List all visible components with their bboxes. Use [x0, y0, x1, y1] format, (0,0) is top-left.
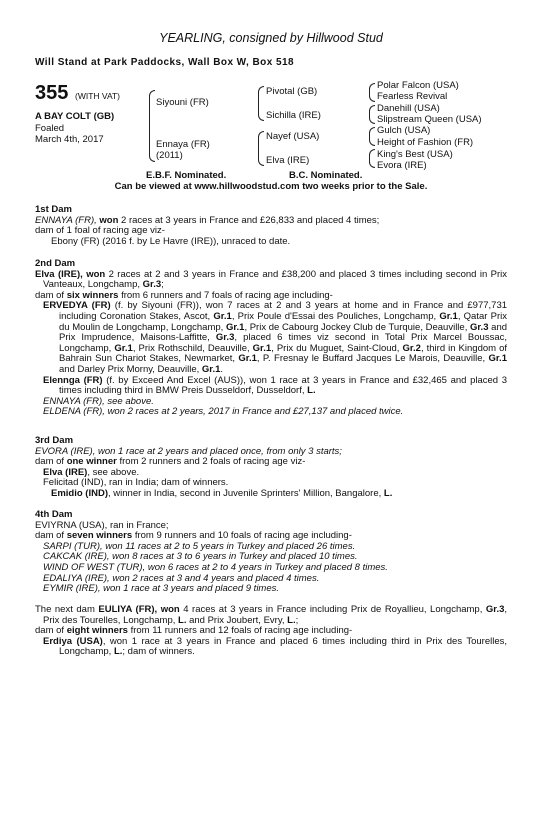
- produce-entry: Ebony (FR) (2016 f. by Le Havre (IRE)), unraced to date.: [51, 235, 291, 247]
- race-record: , placed 6 times viz second in Total Prix Marcel Boussac, Longchamp,: [59, 332, 508, 354]
- produce-name: Elva (IRE): [43, 466, 88, 478]
- pedigree-dam-dam: Elva (IRE): [266, 155, 310, 166]
- winners-count: seven winners: [66, 530, 133, 542]
- pedigree-ssd: Fearless Revival: [377, 91, 448, 102]
- race-record: (f. by Exceed And Excel (AUS)), won 1 race at 3 years in France and £32,465 and placed 3 times including third in BMW Preis Dusseldorf, Dusseldorf,: [59, 374, 507, 397]
- punct: ,: [154, 604, 158, 615]
- pedigree-sss: Polar Falcon (USA): [377, 80, 459, 91]
- pedigree-dss: Gulch (USA): [377, 125, 431, 136]
- produce-name: Emidio (IND): [51, 487, 108, 499]
- punct: .: [220, 363, 224, 375]
- dam-name: ENNAYA (FR),: [35, 214, 97, 226]
- next-dam-label: The next dam: [35, 604, 95, 615]
- produce-entry: EYMIR (IRE), won 1 race at 3 years and placed 9 times.: [43, 583, 280, 595]
- race-record: and Prix Imprudence, Maisons-Laffitte,: [59, 321, 508, 344]
- grade-label: Gr.1: [439, 310, 458, 322]
- grade-label: Gr.3: [470, 321, 489, 333]
- produce-name: ERVEDYA (FR): [43, 300, 111, 312]
- dam-of: dam of: [35, 456, 65, 468]
- pedigree-brace: [369, 127, 375, 146]
- produce-summary: from 11 runners and 12 foals of racing age including-: [130, 625, 353, 637]
- won-label: won: [99, 214, 119, 226]
- dam-of: dam of: [35, 530, 65, 542]
- grade-label: Gr.1: [252, 342, 272, 354]
- pedigree-sire-sire: Pivotal (GB): [266, 86, 318, 97]
- dam-name: EULIYA (FR): [98, 604, 155, 615]
- winners-count: eight winners: [66, 625, 128, 637]
- grade-label: L.: [383, 487, 393, 499]
- grade-label: Gr.3: [485, 604, 505, 615]
- grade-label: Gr.1: [238, 353, 257, 365]
- race-record: , third in Kingdom of Bahrain Sun Chariot Stakes, Newmarket,: [59, 342, 508, 365]
- grade-label: L.: [113, 646, 123, 658]
- lot-number: 355: [35, 82, 69, 104]
- produce-entry: WIND OF WEST (TUR), won 6 races at 2 to 4 years in Turkey and placed 8 times.: [43, 561, 388, 573]
- produce-name: Erdiya (USA): [43, 635, 103, 647]
- bc-nomination: B.C. Nominated.: [289, 170, 363, 181]
- race-record: , P. Fresnay le Buffard Jacques Le Marois, Deauville,: [256, 353, 486, 365]
- section-heading: 3rd Dam: [35, 435, 74, 446]
- winners-count: six winners: [66, 289, 119, 301]
- race-record: , Prix Poule d'Essai des Pouliches, Longchamp,: [231, 310, 437, 322]
- dam-name: Elva (IRE),: [35, 268, 83, 280]
- foaled-date: March 4th, 2017: [35, 134, 104, 145]
- grade-label: Gr.1: [488, 353, 507, 365]
- race-record: 2 races at 3 years in France and £26,833 and placed 4 times;: [121, 214, 380, 226]
- race-record: 2 races at 2 and 3 years in France and £38,200 and placed 3 times including second in Prix Vanteaux, Longchamp,: [43, 268, 507, 291]
- produce-summary: from 9 runners and 10 foals of racing age including-: [134, 530, 352, 542]
- pedigree-brace: [369, 149, 375, 168]
- punct: ;: [161, 279, 164, 291]
- pedigree-brace: [149, 90, 155, 162]
- race-record: and Darley Prix Morny, Deauville,: [59, 363, 200, 375]
- ebf-nomination: E.B.F. Nominated.: [146, 170, 227, 181]
- race-record: , Prix Rothschild, Deauville,: [132, 342, 250, 354]
- pedigree-dam-sire: Nayef (USA): [266, 131, 320, 142]
- pedigree-dam-year: (2011): [156, 150, 183, 161]
- grade-label: Gr.2: [402, 342, 421, 354]
- race-record: , Qatar Prix du Moulin de Longchamp, Longchamp,: [59, 310, 507, 333]
- race-record: , Prix de Cabourg Jockey Club de Turquie, Deauville,: [244, 321, 468, 333]
- produce-entry: ELDENA (FR), won 2 races at 2 years, 2017 in France and £27,137 and placed twice.: [43, 406, 404, 418]
- section-heading: 4th Dam: [35, 509, 73, 520]
- produce-summary: from 6 runners and 7 foals of racing age including-: [121, 289, 333, 301]
- pedigree-sire-dam: Sichilla (IRE): [266, 110, 321, 121]
- grade-label: Gr.1: [201, 363, 221, 375]
- pedigree-dds: King's Best (USA): [377, 149, 453, 160]
- page-title: YEARLING, consigned by Hillwood Stud: [159, 31, 383, 45]
- produce-entry: SARPI (TUR), won 11 races at 2 to 5 years in Turkey and placed 26 times.: [43, 540, 356, 552]
- dam-of: dam of: [35, 625, 65, 637]
- race-record: 4 races at 3 years in France including Prix de Royallieu, Longchamp,: [183, 604, 483, 615]
- grade-label: Gr.1: [225, 321, 245, 333]
- pedigree-brace: [258, 86, 264, 121]
- race-record: , won 1 race at 3 years in France and placed 6 times including third in Prix des Tourelles, Longchamp,: [59, 635, 507, 658]
- produce-summary: dam of 1 foal of racing age viz-: [35, 225, 165, 237]
- horse-name: A BAY COLT (GB): [35, 111, 115, 122]
- second-dam-section: [35, 259, 507, 418]
- race-record: , winner in India, second in Juvenile Sprinters' Million, Bangalore,: [108, 487, 382, 499]
- grade-label: L.: [307, 385, 316, 397]
- stand-location: Will Stand at Park Paddocks, Wall Box W, Box 518: [35, 57, 294, 68]
- dam-of: dam of: [35, 289, 65, 301]
- produce-entry: CAKCAK (IRE), won 8 races at 3 to 6 years in Turkey and placed 10 times.: [43, 551, 358, 563]
- won-label: won: [86, 268, 106, 280]
- grade-label: Gr.3: [215, 332, 235, 344]
- won-label: won: [160, 604, 180, 615]
- race-record: (f. by Siyouni (FR)), won 7 races at 2 and 3 years at home and in France and £977,731 including Coronation Stakes, Ascot,: [59, 300, 508, 322]
- vat-note: (WITH VAT): [75, 91, 121, 101]
- pedigree-brace: [258, 131, 264, 166]
- grade-label: L.: [178, 614, 187, 626]
- pedigree-ddd: Evora (IRE): [377, 160, 427, 171]
- race-record: , Prix du Muguet, Saint-Cloud,: [271, 342, 400, 354]
- viewing-note: Can be viewed at www.hillwoodstud.com two weeks prior to the Sale.: [114, 181, 428, 192]
- next-dam-section: [35, 605, 507, 658]
- produce-name: Elennga (FR): [43, 374, 103, 386]
- grade-label: L.: [287, 614, 296, 626]
- pedigree-sire: Siyouni (FR): [156, 97, 209, 108]
- race-record: and Prix Joubert, Evry,: [189, 614, 285, 626]
- race-record: , Prix des Tourelles, Longchamp,: [43, 604, 508, 626]
- grade-label: Gr.1: [213, 310, 232, 322]
- race-record: ; dam of winners.: [122, 646, 195, 658]
- produce-entry: Felicitad (IND), ran in India; dam of winners.: [43, 477, 229, 489]
- section-heading: 1st Dam: [35, 204, 72, 215]
- third-dam-section: [35, 436, 507, 500]
- grade-label: Gr.3: [142, 279, 162, 291]
- produce-entry: EDALIYA (IRE), won 2 races at 3 and 4 years and placed 4 times.: [43, 572, 320, 584]
- pedigree-brace: [369, 83, 375, 102]
- pedigree-dsd: Height of Fashion (FR): [377, 137, 474, 148]
- pedigree-dam: Ennaya (FR): [156, 139, 210, 150]
- produce-summary: from 2 runners and 2 foals of racing age viz-: [119, 456, 306, 468]
- first-dam-section: [35, 205, 507, 247]
- pedigree-sdd: Slipstream Queen (USA): [377, 114, 482, 125]
- pedigree-sds: Danehill (USA): [377, 103, 440, 114]
- punct: ;: [295, 614, 299, 626]
- dam-record: EVIYRNA (USA), ran in France;: [35, 519, 169, 531]
- fourth-dam-section: [35, 510, 507, 595]
- produce-entry: ENNAYA (FR), see above.: [43, 395, 154, 407]
- produce-entry: , see above.: [87, 466, 140, 478]
- grade-label: Gr.1: [114, 342, 133, 354]
- pedigree-brace: [369, 105, 375, 124]
- winners-count: one winner: [66, 456, 117, 468]
- foaled-label: Foaled: [35, 123, 65, 134]
- section-heading: 2nd Dam: [35, 258, 76, 269]
- race-record: EVORA (IRE), won 1 race at 2 years and placed once, from only 3 starts;: [35, 445, 342, 457]
